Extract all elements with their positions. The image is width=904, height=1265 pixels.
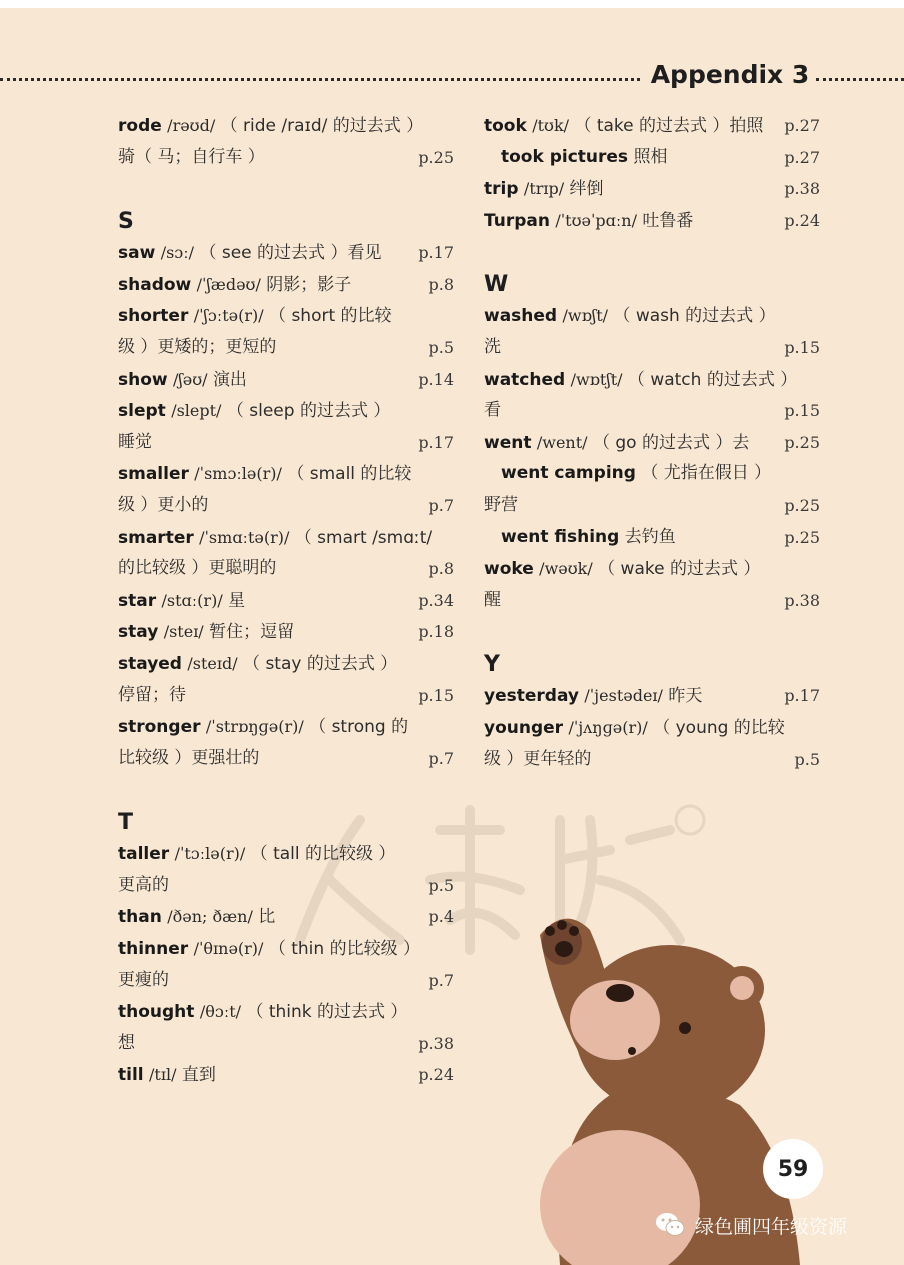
page-ref: p.18 [418,622,454,642]
headword: went camping [501,463,636,484]
page-ref: p.34 [418,590,454,610]
definition: （ 尤指在假日 ） [641,463,772,484]
definition: （ think 的过去式 ） [246,1002,408,1023]
entry-continuation [118,427,454,459]
headword: yesterday [484,686,579,707]
entry-continuation [118,142,454,174]
page-ref: p.4 [428,907,454,927]
phonetic: /rəʊd/ [167,116,216,135]
section-gap [484,236,820,270]
definition: （ short 的比较 [269,306,392,327]
entry-continuation [118,743,454,775]
headword: went [484,432,532,453]
definition: 吐鲁番 [642,210,694,231]
glossary-entry [484,110,820,142]
definition: （ watch 的过去式 ） [627,369,798,390]
section-gap [118,173,454,207]
glossary-entry [118,711,454,743]
definition: 野营 [484,494,518,515]
headword: shadow [118,274,192,295]
definition: 醒 [484,589,501,610]
appendix-title: Appendix 3 [650,60,810,89]
phrase-entry [484,522,820,554]
definition: （ go 的过去式 ）去 [592,432,750,453]
definition: （ tall 的比较级 ） [250,844,396,865]
glossary-entry [118,237,454,269]
definition: 阴影；影子 [266,274,352,295]
headword: took pictures [501,146,629,167]
phonetic: /ˈjestədeɪ/ [584,686,663,706]
definition: 更高的 [118,874,169,895]
entry-continuation [484,744,820,776]
headword: star [118,590,157,611]
glossary-entry [118,901,454,933]
glossary-entry [484,205,820,237]
page-ref: p.25 [784,495,820,515]
page-ref: p.15 [784,401,820,421]
phonetic: /ˈθɪnə(r)/ [193,939,264,959]
glossary-entry [118,996,454,1028]
phonetic: /steɪ/ [163,622,204,642]
definition: （ wash 的过去式 ） [613,306,776,327]
glossary-entry [118,364,454,396]
top-border [0,0,904,8]
page-ref: p.17 [418,243,454,263]
headword: smaller [118,464,189,485]
headword: slept [118,401,166,422]
section-letter: W [484,272,509,298]
definition: 想 [118,1032,135,1053]
glossary-entry [118,395,454,427]
page-ref: p.24 [784,210,820,230]
definition: （ ride /raɪd/ 的过去式 ） [220,116,424,136]
definition: 骑（ 马；自行车 ） [118,146,265,167]
definition: 级 ）更矮的；更短的 [118,336,277,357]
glossary-column-left [118,110,454,1091]
phonetic: /ˈsmɔːlə(r)/ [194,464,282,484]
glossary-entry [118,838,454,870]
entry-continuation [118,965,454,997]
headword: till [118,1065,144,1086]
section-gap [118,774,454,808]
entry-continuation [484,332,820,364]
phonetic: /θɔːt/ [199,1002,242,1022]
definition: 暂住；逗留 [209,622,295,643]
definition: 昨天 [668,686,703,707]
section-gap [484,616,820,650]
phonetic: /ˈtɔːlə(r)/ [174,844,246,864]
definition: 比 [258,907,276,928]
phonetic: /tɪl/ [149,1065,177,1085]
phonetic: /trɪp/ [523,179,565,199]
definition: （ wake 的过去式 ） [598,559,761,580]
page-ref: p.8 [428,274,454,294]
page-ref: p.25 [784,432,820,452]
headword: went fishing [501,526,620,547]
section-letter: Y [484,652,500,678]
headword: stay [118,622,159,643]
glossary-entry [484,553,820,585]
page-number: 59 [763,1139,823,1199]
definition: 比较级 ）更强壮的 [118,747,260,768]
definition: （ take 的过去式 ）拍照 [574,116,764,136]
glossary-entry [118,648,454,680]
headword: Turpan [484,210,550,231]
page-ref: p.8 [428,559,454,579]
phonetic: /ˈsmɑːtə(r)/ [199,527,290,547]
definition: （ thin 的比较级 ） [268,939,420,960]
headword: stronger [118,717,201,738]
page-ref: p.7 [428,495,454,515]
glossary-entry [118,458,454,490]
headword: rode [118,116,162,136]
phrase-entry [484,458,820,490]
page-ref: p.5 [794,749,820,769]
page-ref: p.38 [784,179,820,199]
page-ref: p.27 [784,147,820,167]
definition: 绊倒 [569,179,604,200]
page-ref: p.24 [418,1065,454,1085]
phonetic: /wɒtʃt/ [570,369,623,389]
definition: 演出 [212,369,247,390]
section-letter: S [118,209,134,235]
phonetic: /went/ [536,432,588,452]
definition: 照相 [633,146,668,167]
phonetic: /slept/ [171,401,222,421]
headword: smarter [118,527,194,548]
headword: thought [118,1002,195,1023]
definition: 看 [484,400,501,421]
page-ref: p.38 [784,590,820,610]
glossary-entry [484,427,820,459]
page-ref: p.5 [428,875,454,895]
glossary-entry [118,110,454,142]
definition: 级 ）更年轻的 [484,748,592,769]
definition: 去钓鱼 [624,526,676,547]
glossary-entry [118,933,454,965]
headword: trip [484,179,519,200]
phrase-entry [484,142,820,174]
phonetic: /ˈtʊəˈpɑːn/ [555,210,637,230]
page-ref: p.7 [428,970,454,990]
glossary-entry [118,269,454,301]
page-ref: p.14 [418,369,454,389]
entry-continuation [118,332,454,364]
phonetic: /ˈjʌŋɡə(r)/ [568,717,648,737]
page-ref: p.27 [784,116,820,135]
headword: thinner [118,939,189,960]
page-ref: p.38 [418,1033,454,1053]
glossary-entry [118,585,454,617]
glossary-entry [118,522,454,554]
definition: 停留；待 [118,684,186,705]
page-ref: p.17 [418,432,454,452]
definition: （ strong 的 [309,717,409,738]
entry-continuation [484,585,820,617]
page-header [0,58,904,98]
glossary-entry [484,680,820,712]
definition: 睡觉 [118,431,152,452]
phonetic: /ˈʃɔːtə(r)/ [193,306,264,326]
glossary-column-right [484,110,820,775]
phonetic: /steɪd/ [187,653,238,673]
glossary-entry [484,173,820,205]
definition: （ see 的过去式 ）看见 [199,243,382,264]
headword: stayed [118,653,182,674]
phonetic: /stɑː(r)/ [161,590,223,610]
entry-continuation [118,1028,454,1060]
definition: （ small 的比较 [287,464,412,485]
source-credit [655,1210,885,1240]
definition: 洗 [484,336,501,357]
glossary-entry [118,300,454,332]
entry-continuation [118,490,454,522]
page-ref: p.5 [428,337,454,357]
entry-continuation [118,553,454,585]
page-ref: p.25 [418,147,454,167]
page-ref: p.17 [784,686,820,706]
definition: 更瘦的 [118,969,169,990]
page-ref: p.25 [784,527,820,547]
phonetic: /sɔː/ [160,243,195,263]
definition: （ sleep 的过去式 ） [226,401,391,422]
dotted-rule-left [0,78,640,81]
definition: （ stay 的过去式 ） [243,653,398,674]
entry-continuation [118,680,454,712]
headword: watched [484,369,566,390]
entry-continuation [118,870,454,902]
page-ref: p.7 [428,748,454,768]
dotted-rule-right [816,78,904,81]
glossary-entry [484,364,820,396]
definition: （ young 的比较 [653,717,785,738]
headword: taller [118,844,170,865]
definition: （ smart /smɑːt/ [294,527,433,548]
source-label: 绿色圃四年级资源 [695,1215,848,1238]
glossary-entry [118,616,454,648]
phonetic: /tʊk/ [532,116,570,135]
definition: 直到 [181,1065,216,1086]
definition: 级 ）更小的 [118,494,209,515]
entry-continuation [484,490,820,522]
wechat-icon [655,1212,685,1238]
phonetic: /ðən; ðæn/ [167,907,253,927]
page-ref: p.15 [418,685,454,705]
phonetic: /wəʊk/ [539,559,593,579]
headword: show [118,369,168,390]
phonetic: /ˈstrɒŋɡə(r)/ [205,717,304,737]
definition: 星 [228,590,246,611]
glossary-entry [118,1059,454,1091]
glossary-entry [484,712,820,744]
headword: than [118,907,162,928]
glossary-entry [484,300,820,332]
section-letter: T [118,810,134,836]
entry-continuation [484,395,820,427]
headword: washed [484,306,558,327]
phonetic: /ʃəʊ/ [173,369,208,389]
definition: 的比较级 ）更聪明的 [118,558,277,579]
headword: younger [484,717,564,738]
headword: shorter [118,306,189,327]
phonetic: /ˈʃædəʊ/ [196,274,261,294]
headword: saw [118,243,156,264]
headword: woke [484,559,534,580]
phonetic: /wɒʃt/ [562,306,609,326]
page-ref: p.15 [784,337,820,357]
headword: took [484,116,527,136]
